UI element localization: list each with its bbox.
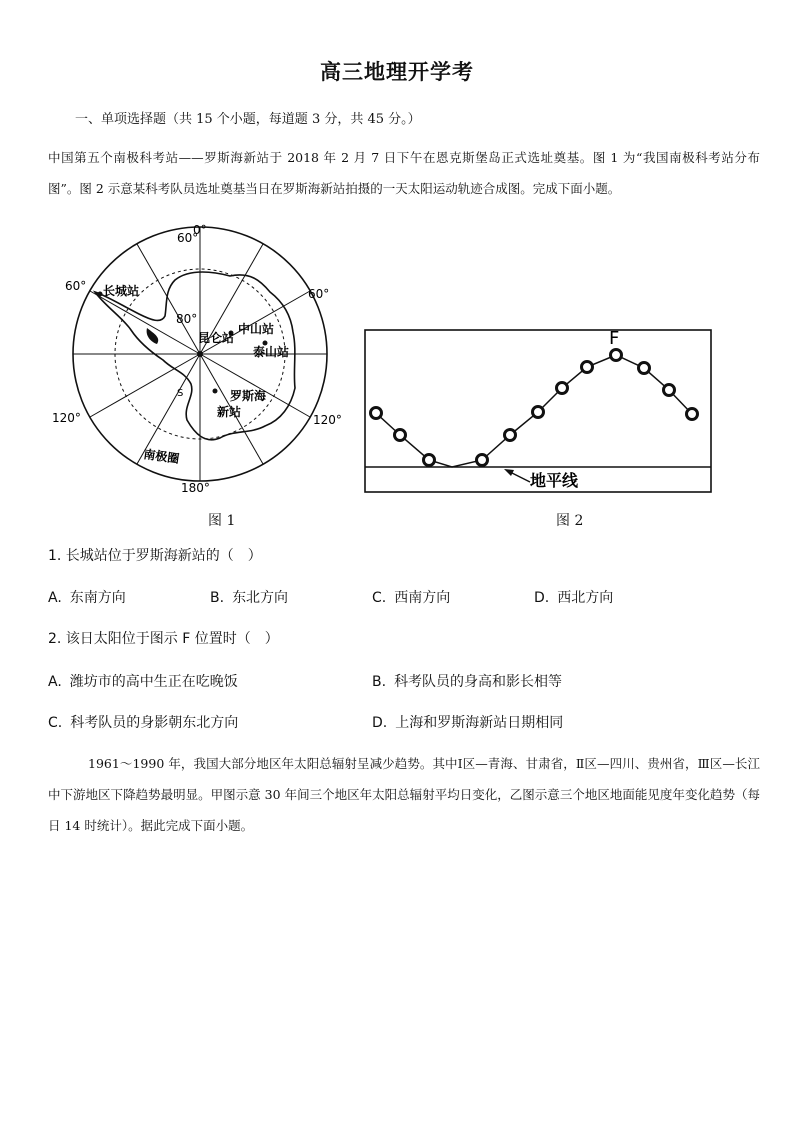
label-taishan-station: 泰山站 bbox=[253, 345, 290, 359]
intro-paragraph: 中国第五个南极科考站——罗斯海新站于 2018 年 2 月 7 日下午在恩克斯堡岛正式选址奠基。图 1 为“我国南极科考站分布图”。图 2 示意某科考队员选址奠基当日在罗斯海新站拍摄的一天太阳运动轨迹合成图。完成下面小题。 bbox=[48, 150, 760, 196]
label-antarctic-circle: 南极圈 bbox=[142, 447, 181, 466]
page-title: 高三地理开学考 bbox=[320, 59, 474, 84]
label-lon-60-right: 60° bbox=[308, 287, 330, 301]
figure1-caption: 图 1 bbox=[208, 513, 236, 529]
label-kunlun-station: 昆仑站 bbox=[198, 331, 235, 345]
question-1-option-b[interactable]: B. 东北方向 bbox=[210, 590, 289, 606]
label-peak-f: F bbox=[609, 328, 620, 349]
question-1-option-a[interactable]: A. 东南方向 bbox=[48, 590, 126, 606]
label-lat-60: 60° bbox=[177, 231, 199, 245]
label-lon-120-left: 120° bbox=[52, 411, 81, 425]
question-1-option-c[interactable]: C. 西南方向 bbox=[372, 590, 451, 606]
label-lon-60-left: 60° bbox=[65, 279, 87, 293]
label-lon-180: 180° bbox=[181, 481, 210, 495]
label-marker-s: S bbox=[177, 388, 184, 399]
intro2-paragraph: 1961～1990 年，我国大部分地区年太阳总辐射呈减少趋势。其中Ⅰ区—青海、甘肃省，Ⅱ区—四川、贵州省，Ⅲ区—长江中下游地区下降趋势最明显。甲图示意 30 年间三个地区年太阳总辐射平均日变化，乙图示意三个地区地面能见度年变化趋势（每日 14 时统计）。据此完成下面小题。 bbox=[48, 756, 760, 833]
label-zhongshan-station: 中山站 bbox=[238, 322, 275, 336]
question-1-option-d[interactable]: D. 西北方向 bbox=[534, 590, 614, 606]
question-2-option-d[interactable]: D. 上海和罗斯海新站日期相同 bbox=[372, 715, 564, 731]
figure2-caption: 图 2 bbox=[556, 513, 584, 529]
label-lat-80: 80° bbox=[176, 312, 198, 326]
question-2-option-a[interactable]: A. 潍坊市的高中生正在吃晚饭 bbox=[48, 674, 238, 690]
label-lon-120-right: 120° bbox=[313, 413, 342, 427]
label-lon-0: 0° bbox=[193, 223, 207, 237]
section-heading: 一、单项选择题（共 15 个小题，每道题 3 分，共 45 分。） bbox=[75, 112, 421, 127]
label-horizon: 地平线 bbox=[530, 471, 579, 490]
label-great-wall-station: 长城站 bbox=[103, 284, 140, 298]
question-2-option-c[interactable]: C. 科考队员的身影朝东北方向 bbox=[48, 715, 239, 731]
question-2-option-b[interactable]: B. 科考队员的身高和影长相等 bbox=[372, 674, 563, 690]
label-ross-sea-station: 罗斯海新站 bbox=[217, 389, 267, 419]
figure2-sun-path bbox=[362, 320, 714, 498]
question-2-stem: 2. 该日太阳位于图示 F 位置时（ ） bbox=[48, 631, 279, 647]
question-1-stem: 1. 长城站位于罗斯海新站的（ ） bbox=[48, 548, 262, 564]
figure1-antarctic-map bbox=[52, 220, 345, 505]
